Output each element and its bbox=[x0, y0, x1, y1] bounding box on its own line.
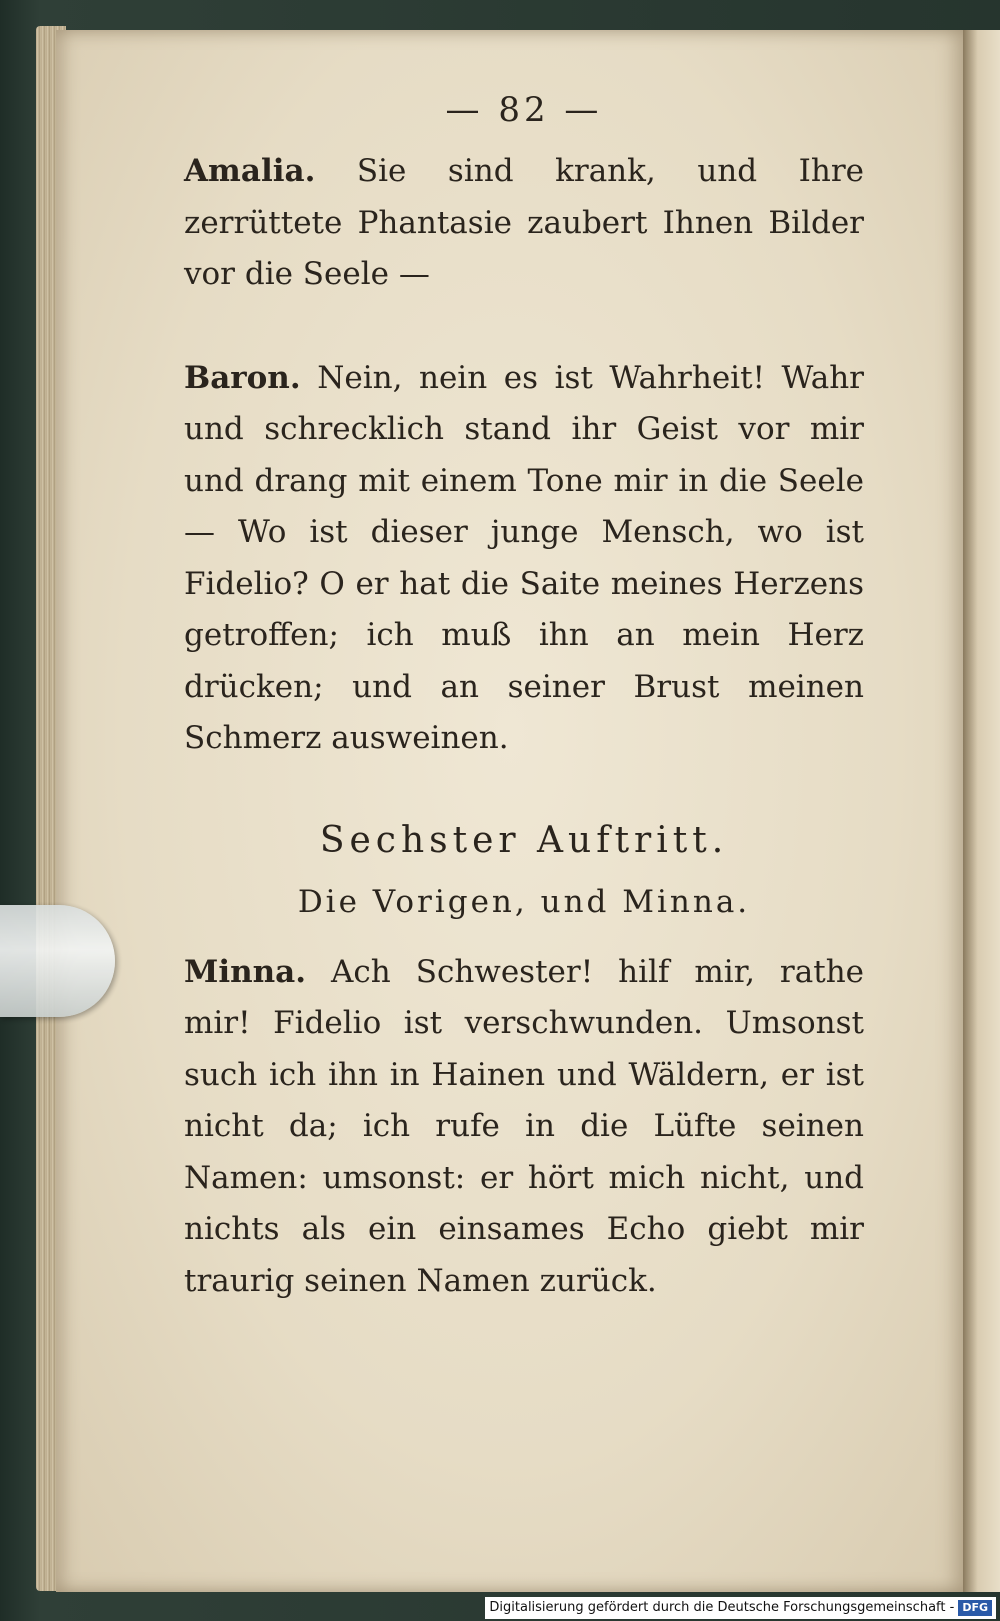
speaker-name: Minna. bbox=[184, 953, 307, 990]
dialogue-text: Sie sind krank, und Ihre zerrüttete Phantasie zaubert Ihnen Bilder vor die Seele — bbox=[184, 153, 864, 292]
page-number: — 82 — bbox=[445, 90, 603, 130]
scene-heading: Sechster Auftritt. bbox=[319, 819, 729, 861]
page-text bbox=[184, 90, 864, 1307]
dialogue-text: Nein, nein es ist Wahrheit! Wahr und schrecklich stand ihr Geist vor mir und drang mit einem Tone mir in die Seele — Wo ist dieser junge Mensch, wo ist Fidelio? O er hat die Saite meines Herzens getroffen; ich muß ihn an mein Herz drücken; und an seiner Brust meinen Schmerz ausweinen. bbox=[184, 359, 864, 756]
dialogue-baron bbox=[184, 353, 864, 765]
credit-text: Digitalisierung gefördert durch die Deutsche Forschungsgemeinschaft - bbox=[489, 1600, 955, 1615]
dialogue-amalia bbox=[184, 146, 864, 301]
speaker-name: Baron. bbox=[184, 359, 301, 396]
dialogue-text: Ach Schwester! hilf mir, rathe mir! Fidelio ist verschwunden. Umsonst such ich ihn in Hainen und Wäldern, er ist nicht da; ich rufe in die Lüfte seinen Namen: umsonst: er hört mich nicht, und nichts als ein einsames Echo giebt mir traurig seinen Namen zurück. bbox=[184, 953, 864, 1299]
scene-subheading: Die Vorigen, und Minna. bbox=[297, 883, 751, 920]
speaker-name: Amalia. bbox=[184, 153, 316, 189]
next-page-edge bbox=[963, 30, 1000, 1592]
dfg-logo: DFG bbox=[958, 1600, 992, 1616]
digitization-credit bbox=[485, 1597, 996, 1619]
dialogue-minna bbox=[184, 947, 864, 1308]
scanner-clip bbox=[0, 905, 115, 1017]
